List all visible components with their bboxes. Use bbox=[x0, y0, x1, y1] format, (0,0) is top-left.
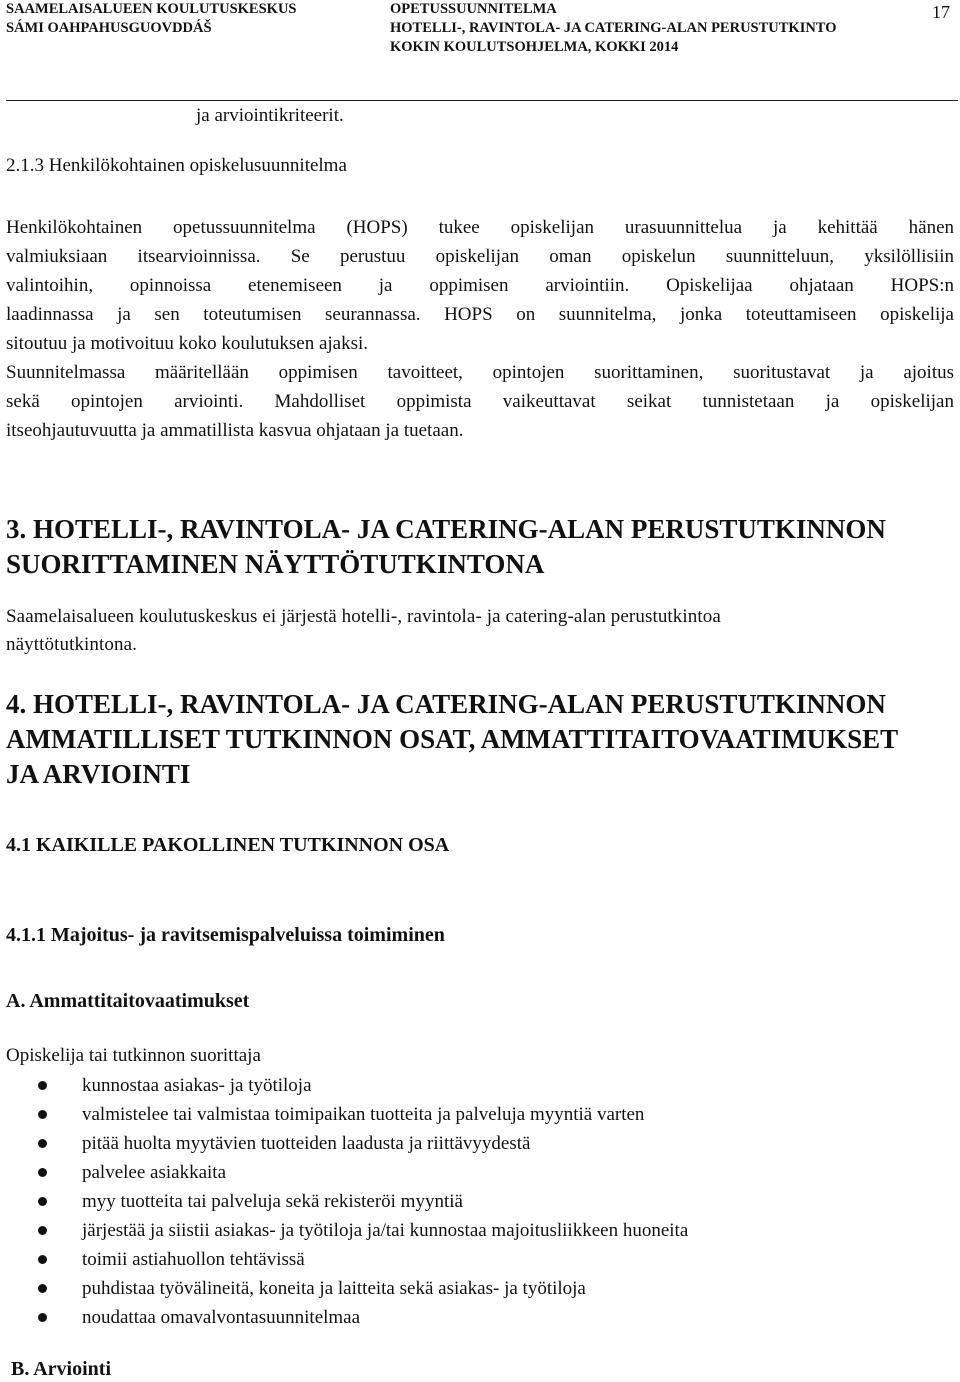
paragraph-line: sitoutuu ja motivoituu koko koulutuksen ajaksi. bbox=[6, 333, 369, 354]
section-2-1-3-heading: 2.1.3 Henkilökohtainen opiskelusuunnitelma bbox=[6, 155, 347, 176]
paragraph-line: valmiuksiaan itsearvioinnissa. Se perustuu opiskelijan oman opiskelun suunnitteluun, yksilöllisiin bbox=[6, 246, 954, 267]
list-item bbox=[0, 1129, 688, 1158]
part-a-intro: Opiskelija tai tutkinnon suorittaja bbox=[6, 1045, 261, 1066]
continuation-text: ja arviointikriteerit. bbox=[196, 105, 344, 126]
list-item-text: toimii astiahuollon tehtävissä bbox=[82, 1249, 305, 1270]
list-item-text: palvelee asiakkaita bbox=[82, 1162, 227, 1183]
list-item-text: valmistelee tai valmistaa toimipaikan tuotteita ja palveluja myyntiä varten bbox=[82, 1104, 645, 1125]
paragraph-line: itseohjautuvuutta ja ammatillista kasvua ohjataan ja tuetaan. bbox=[6, 420, 464, 441]
header-divider bbox=[6, 100, 958, 101]
list-item bbox=[0, 1187, 688, 1216]
section-3-heading-line: SUORITTAMINEN NÄYTTÖTUTKINTONA bbox=[6, 549, 545, 579]
paragraph-line: Henkilökohtainen opetussuunnitelma (HOPS) tukee opiskelijan urasuunnittelua ja kehittää hänen bbox=[6, 217, 954, 238]
list-item bbox=[0, 1100, 688, 1129]
list-item bbox=[0, 1071, 688, 1100]
list-item-text: pitää huolta myytävien tuotteiden laadusta ja riittävyydestä bbox=[82, 1133, 531, 1154]
header-doc-type: OPETUSSUUNNITELMA bbox=[390, 1, 557, 17]
header-organization bbox=[6, 0, 296, 38]
section-4-heading-line: 4. HOTELLI-, RAVINTOLA- JA CATERING-ALAN PERUSTUTKINNON bbox=[6, 689, 886, 719]
header-doc-degree: HOTELLI-, RAVINTOLA- JA CATERING-ALAN PERUSTUTKINTO bbox=[390, 20, 837, 36]
section-4-1-1-heading: 4.1.1 Majoitus- ja ravitsemispalveluissa toimiminen bbox=[6, 924, 445, 946]
paragraph-line: valintoihin, opinnoissa etenemiseen ja oppimisen arviointiin. Opiskelijaa ohjataan HOPS:n bbox=[6, 275, 954, 296]
competence-requirements-list bbox=[0, 1071, 688, 1332]
paragraph-line: sekä opintojen arviointi. Mahdolliset oppimista vaikeuttavat seikat tunnistetaan ja opiskelijan bbox=[6, 391, 954, 412]
bullet-icon bbox=[38, 1081, 47, 1090]
paragraph-line: laadinnassa ja sen toteutumisen seurannassa. HOPS on suunnitelma, jonka toteuttamiseen opiskelija bbox=[6, 304, 954, 325]
section-4-heading bbox=[6, 687, 954, 792]
header-document-info bbox=[390, 0, 837, 57]
section-3-text: Saamelaisalueen koulutuskeskus ei järjestä hotelli-, ravintola- ja catering-alan perustutkintoa bbox=[6, 606, 721, 627]
section-4-1-heading: 4.1 KAIKILLE PAKOLLINEN TUTKINNON OSA bbox=[6, 834, 450, 856]
header-org-name-finnish: SAAMELAISALUEEN KOULUTUSKESKUS bbox=[6, 1, 297, 17]
list-item bbox=[0, 1274, 688, 1303]
section-4-heading-line: JA ARVIOINTI bbox=[6, 759, 191, 789]
bullet-icon bbox=[38, 1313, 47, 1322]
part-b-heading: B. Arviointi bbox=[11, 1358, 112, 1380]
paragraph-line: Suunnitelmassa määritellään oppimisen tavoitteet, opintojen suorittaminen, suoritustavat ja ajoitus bbox=[6, 362, 954, 383]
bullet-icon bbox=[38, 1226, 47, 1235]
section-4-heading-line: AMMATILLISET TUTKINNON OSAT, AMMATTITAITOVAATIMUKSET bbox=[6, 724, 899, 754]
bullet-icon bbox=[38, 1255, 47, 1264]
bullet-icon bbox=[38, 1139, 47, 1148]
section-3-heading bbox=[6, 512, 954, 582]
list-item-text: noudattaa omavalvontasuunnitelmaa bbox=[82, 1307, 361, 1328]
list-item-text: järjestää ja siistii asiakas- ja työtiloja ja/tai kunnostaa majoitusliikkeen huoneita bbox=[82, 1220, 689, 1241]
bullet-icon bbox=[38, 1284, 47, 1293]
bullet-icon bbox=[38, 1168, 47, 1177]
bullet-icon bbox=[38, 1110, 47, 1119]
list-item-text: puhdistaa työvälineitä, koneita ja laitteita sekä asiakas- ja työtiloja bbox=[82, 1278, 586, 1299]
part-a-heading: A. Ammattitaitovaatimukset bbox=[6, 990, 250, 1012]
list-item bbox=[0, 1303, 688, 1332]
bullet-icon bbox=[38, 1197, 47, 1206]
list-item bbox=[0, 1245, 688, 1274]
list-item bbox=[0, 1216, 688, 1245]
list-item-text: kunnostaa asiakas- ja työtiloja bbox=[82, 1075, 312, 1096]
header-org-name-sami: SÁMI OAHPAHUSGUOVDDÁŠ bbox=[6, 20, 212, 36]
section-3-text: näyttötutkintona. bbox=[6, 634, 137, 655]
list-item-text: myy tuotteita tai palveluja sekä rekisteröi myyntiä bbox=[82, 1191, 463, 1212]
section-3-heading-line: 3. HOTELLI-, RAVINTOLA- JA CATERING-ALAN PERUSTUTKINNON bbox=[6, 514, 886, 544]
page-number: 17 bbox=[932, 2, 950, 22]
list-item bbox=[0, 1158, 688, 1187]
header-doc-program: KOKIN KOULUTSOHJELMA, KOKKI 2014 bbox=[390, 39, 679, 55]
